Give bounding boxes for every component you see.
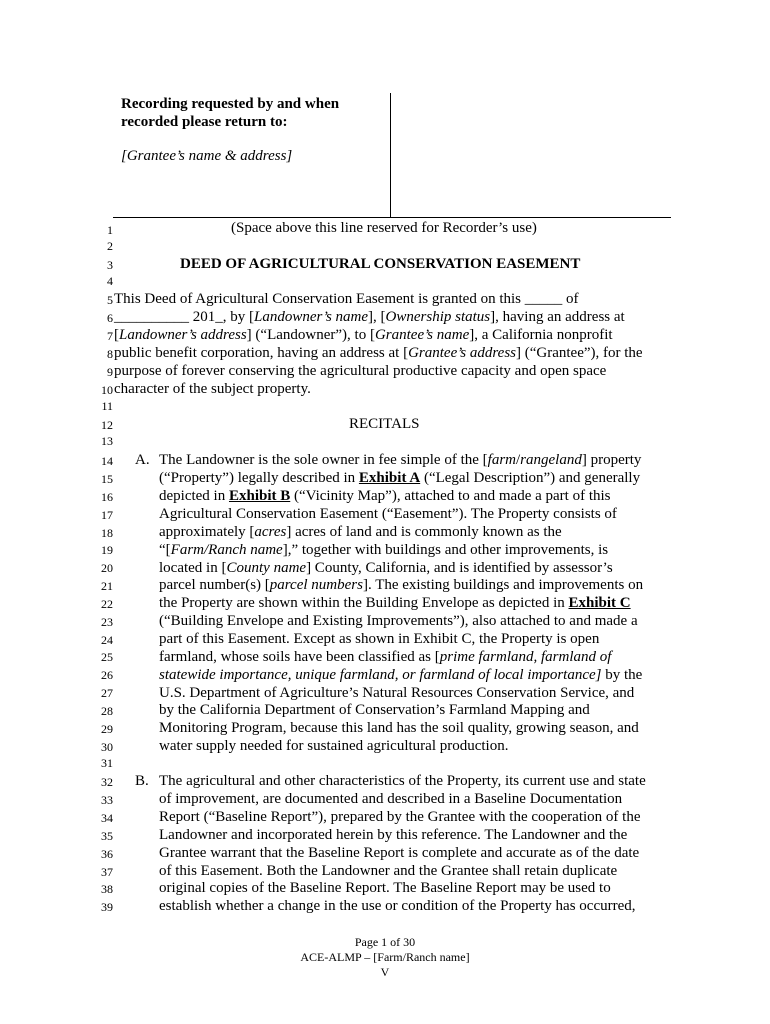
line-number: 17	[101, 508, 113, 522]
document-title: DEED OF AGRICULTURAL CONSERVATION EASEMENT	[180, 256, 581, 272]
line-number: 25	[101, 650, 113, 664]
line-number: 2	[107, 239, 113, 253]
line-number: 9	[107, 365, 113, 379]
line-number: 30	[101, 740, 113, 754]
line-number: 31	[101, 756, 113, 770]
document-id: ACE-ALMP – [Farm/Ranch name]	[300, 950, 470, 964]
header-vertical-divider	[390, 93, 391, 217]
line-number: 3	[107, 258, 113, 272]
line-number: 13	[101, 434, 113, 448]
line-number: 19	[101, 543, 113, 557]
version-mark: V	[380, 965, 390, 979]
exhibit-b-ref: Exhibit B	[228, 488, 291, 504]
exhibit-a-ref: Exhibit A	[358, 470, 421, 486]
recital-b-label: B.	[135, 773, 149, 789]
recording-requested-line1: Recording requested by and when	[121, 96, 340, 112]
line-number: 34	[101, 811, 113, 825]
line-number: 7	[107, 329, 113, 343]
recorder-space-line	[113, 217, 671, 218]
line-number: 27	[101, 686, 113, 700]
line-number: 23	[101, 615, 113, 629]
line-number: 5	[107, 293, 113, 307]
line-number: 4	[107, 274, 113, 288]
line-number: 26	[101, 668, 113, 682]
line-number: 6	[107, 311, 113, 325]
line-number: 24	[101, 633, 113, 647]
line-number: 15	[101, 472, 113, 486]
line-number: 39	[101, 900, 113, 914]
recitals-heading: RECITALS	[349, 416, 420, 432]
line-number: 29	[101, 722, 113, 736]
recital-a-label: A.	[135, 452, 150, 468]
line-number: 20	[101, 561, 113, 575]
line-number: 14	[101, 454, 113, 468]
line-number: 32	[101, 775, 113, 789]
line-number: 22	[101, 597, 113, 611]
grantee-placeholder: [Grantee’s name & address]	[121, 148, 293, 164]
line-number: 21	[101, 579, 113, 593]
page-number: Page 1 of 30	[354, 935, 416, 949]
line-number: 35	[101, 829, 113, 843]
line-number: 12	[101, 418, 113, 432]
line-number: 18	[101, 526, 113, 540]
line-number: 36	[101, 847, 113, 861]
line-number: 8	[107, 347, 113, 361]
exhibit-c-ref: Exhibit C	[568, 595, 631, 611]
line-number: 28	[101, 704, 113, 718]
line-number: 37	[101, 865, 113, 879]
recorder-use-note: (Space above this line reserved for Recorder’s use)	[231, 220, 537, 236]
line-number: 16	[101, 490, 113, 504]
line-number: 1	[107, 223, 113, 237]
line-number: 11	[101, 399, 113, 413]
line-number: 38	[101, 882, 113, 896]
line-number: 10	[101, 383, 113, 397]
recording-requested-line2: recorded please return to:	[121, 114, 288, 130]
line-number: 33	[101, 793, 113, 807]
